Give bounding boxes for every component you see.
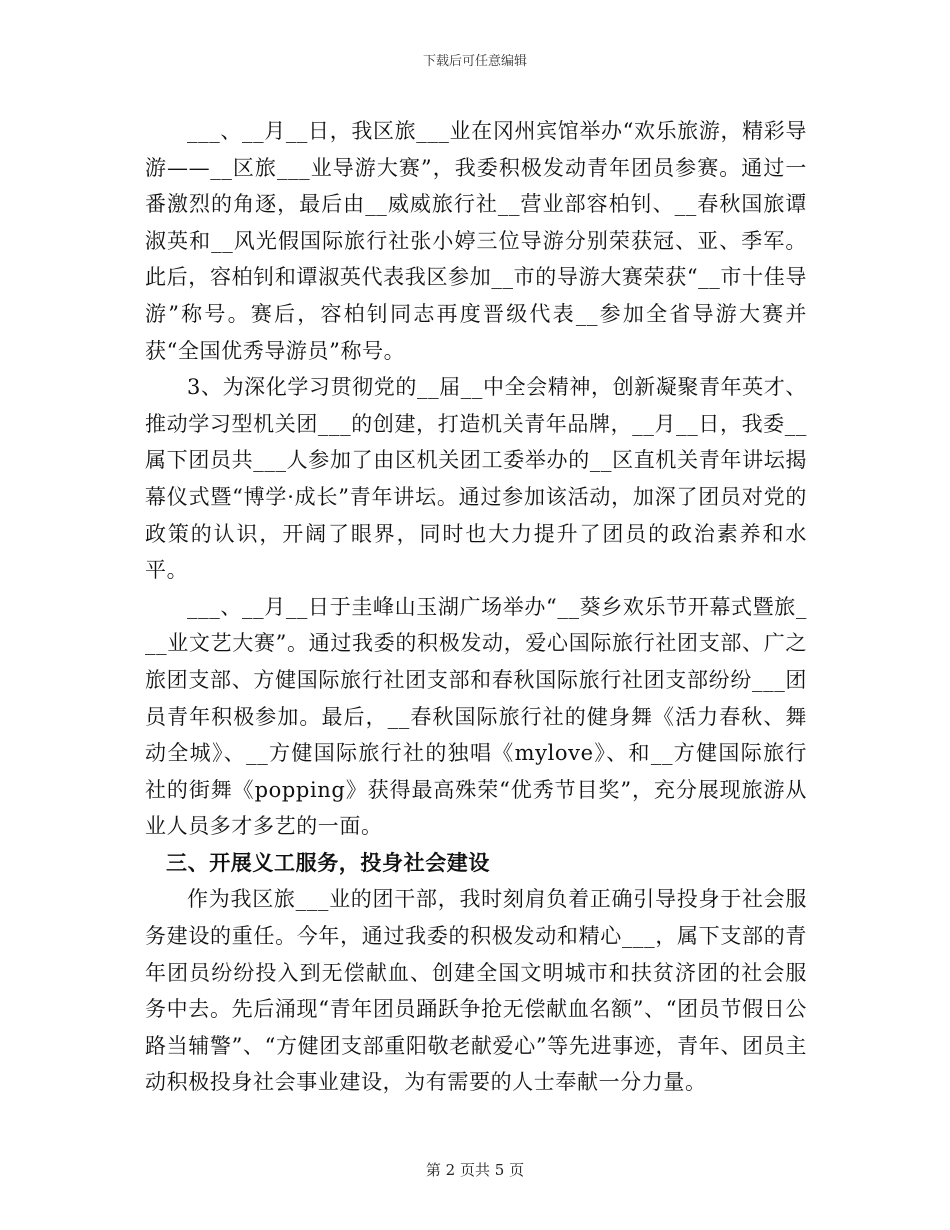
document-body: [145, 113, 807, 1101]
paragraph-arts-contest: ___、__月__日于圭峰山玉湖广场举办“__葵乡欢乐节开幕式暨旅___业文艺大赛”。通过我委的积极发动，爱心国际旅行社团支部、广之旅团支部、方健国际旅行社团支部和春秋国际旅行社团支部纷纷___团员青年积极参加。最后，__春秋国际旅行社的健身舞《活力春秋、舞动全城》、__方健国际旅行社的独唱《mylove》、和__方健国际旅行社的街舞《popping》获得最高殊荣“优秀节目奖”，充分展现旅游从业人员多才多艺的一面。: [145, 594, 807, 839]
paragraph-youth-forum: 3、为深化学习贯彻党的__届__中全会精神，创新凝聚青年英才、推动学习型机关团___的创建，打造机关青年品牌，__月__日，我委__属下团员共___人参加了由区机关团工委举办的__区直机关青年讲坛揭幕仪式暨“博学·成长”青年讲坛。通过参加该活动，加深了团员对党的政策的认识，开阔了眼界，同时也大力提升了团员的政治素养和水平。: [145, 375, 807, 583]
section-heading: 三、开展义工服务，投身社会建设: [166, 849, 490, 875]
paragraph-tour-guide-contest: ___、__月__日，我区旅___业在冈州宾馆举办“欢乐旅游，精彩导游——__区旅___业导游大赛”，我委积极发动青年团员参赛。通过一番激烈的角逐，最后由__威威旅行社__营业部容柏钊、__春秋国旅谭淑英和__风光假国际旅行社张小婷三位导游分别荣获冠、亚、季军。此后，容柏钊和谭淑英代表我区参加__市的导游大赛荣获“__市十佳导游”称号。赛后，容柏钊同志再度晋级代表__参加全省导游大赛并获“全国优秀导游员”称号。: [145, 119, 807, 363]
paragraph-volunteer-service: 作为我区旅___业的团干部，我时刻肩负着正确引导投身于社会服务建设的重任。今年，通过我委的积极发动和精心___，属下支部的青年团员纷纷投入到无偿献血、创建全国文明城市和扶贫济团的社会服务中去。先后涌现“青年团员踊跃争抢无偿献血名额”、“团员节假日公路当辅警”、“方健团支部重阳敬老献爱心”等先进事迹，青年、团员主动积极投身社会事业建设，为有需要的人士奉献一分力量。: [145, 887, 807, 1095]
page-number-footer: 第 2 页共 5 页: [425, 1161, 525, 1179]
page-header: 下载后可任意编辑: [422, 54, 527, 69]
